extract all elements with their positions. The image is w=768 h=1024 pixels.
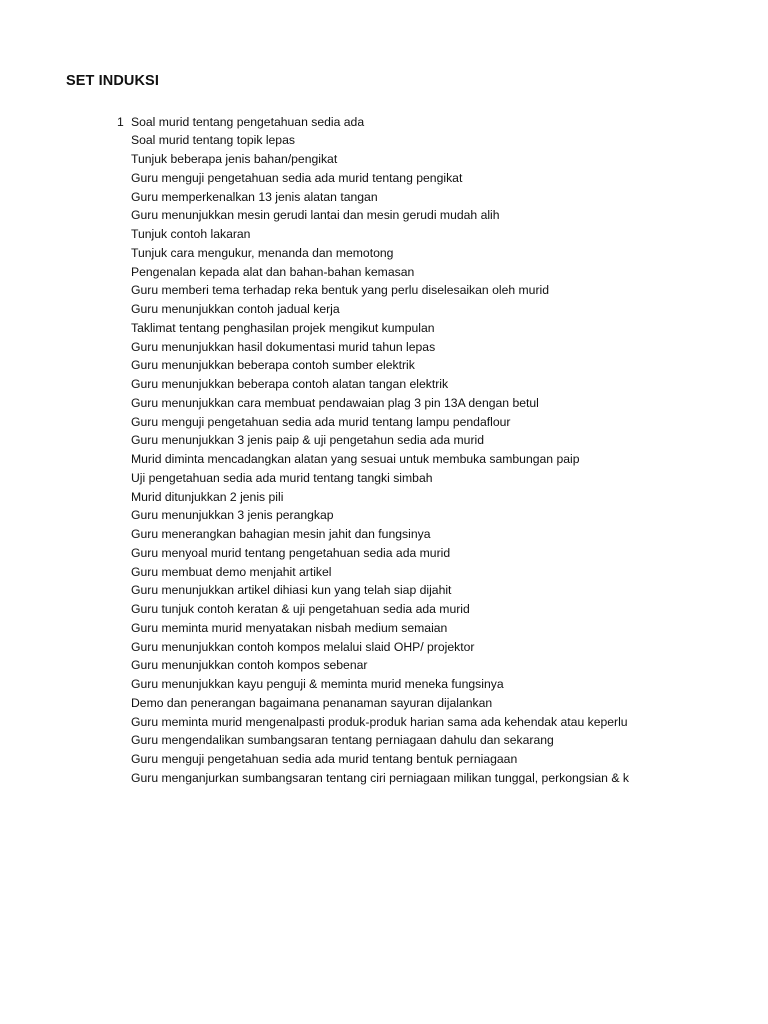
list-item-text: Guru menganjurkan sumbangsaran tentang ciri perniagaan milikan tunggal, perkongsian & k [131, 770, 629, 785]
list-item-text: Guru menunjukkan contoh kompos melalui slaid OHP/ projektor [131, 639, 475, 654]
list-item-text: Tunjuk contoh lakaran [131, 227, 251, 241]
list-item-text: Guru menunjukkan hasil dokumentasi murid tahun lepas [131, 339, 436, 354]
list-item-text: Guru mengendalikan sumbangsaran tentang perniagaan dahulu dan sekarang [131, 733, 554, 748]
list-item [117, 244, 647, 263]
list-item [117, 525, 647, 544]
list-item [117, 431, 647, 450]
list-item [117, 206, 647, 225]
list-item-text: Uji pengetahuan sedia ada murid tentang tangki simbah [131, 470, 433, 485]
list-item-text: Guru menyoal murid tentang pengetahuan sedia ada murid [131, 545, 451, 560]
list-item [117, 338, 647, 357]
list-item [117, 675, 647, 694]
list-item-text: Guru menunjukkan beberapa contoh alatan tangan elektrik [131, 377, 449, 391]
list-item-text: Guru meminta murid mengenalpasti produk-produk harian sama ada kehendak atau keperlu [131, 714, 628, 729]
list-item [117, 600, 647, 619]
list-item [117, 469, 647, 488]
list-item [117, 694, 647, 713]
list-item-text: Guru menunjukkan artikel dihiasi kun yang telah siap dijahit [131, 583, 452, 598]
list-item-text: Guru menunjukkan 3 jenis paip & uji pengetahun sedia ada murid [131, 433, 484, 448]
list-item [117, 169, 647, 188]
list-item [117, 300, 647, 319]
list-item [117, 113, 647, 132]
list-item [117, 188, 647, 207]
list-item-text: Guru menerangkan bahagian mesin jahit dan fungsinya [131, 527, 431, 541]
list-item [117, 544, 647, 563]
list-item-text: Guru memberi tema terhadap reka bentuk yang perlu diselesaikan oleh murid [131, 283, 549, 298]
list-item [117, 263, 647, 282]
list-item [117, 731, 647, 750]
list-item [117, 713, 647, 732]
list-item-text: Tunjuk beberapa jenis bahan/pengikat [131, 152, 338, 166]
list-item-text: Guru menunjukkan contoh jadual kerja [131, 302, 340, 316]
list-number: 1 [117, 114, 124, 129]
list-item-text: Guru menunjukkan cara membuat pendawaian plag 3 pin 13A dengan betul [131, 395, 539, 410]
list-item-text: Demo dan penerangan bagaimana penanaman sayuran dijalankan [131, 695, 493, 710]
list-item [117, 638, 647, 657]
list-item-text: Guru menunjukkan 3 jenis perangkap [131, 508, 334, 523]
list-item-text: Pengenalan kepada alat dan bahan-bahan kemasan [131, 264, 415, 279]
list-item [117, 488, 647, 507]
list-item [117, 750, 647, 769]
list-item-text: Guru menunjukkan beberapa contoh sumber elektrik [131, 358, 415, 373]
list-item [117, 769, 647, 788]
section-heading: SET INDUKSI [66, 73, 159, 89]
list-item [117, 506, 647, 525]
list-item [117, 356, 647, 375]
list-item [117, 319, 647, 338]
list-item [117, 656, 647, 675]
list-item-text: Guru menguji pengetahuan sedia ada murid tentang pengikat [131, 170, 463, 185]
list-item [117, 563, 647, 582]
list-item-text: Guru menunjukkan mesin gerudi lantai dan mesin gerudi mudah alih [131, 208, 500, 223]
list-item [117, 375, 647, 394]
list-item [117, 413, 647, 432]
list-item [117, 450, 647, 469]
list-item [117, 619, 647, 638]
list-item-text: Murid ditunjukkan 2 jenis pili [131, 489, 284, 504]
list-item [117, 281, 647, 300]
list-item-text: Guru menguji pengetahuan sedia ada murid tentang lampu pendaflour [131, 414, 511, 429]
list-item-text: Guru memperkenalkan 13 jenis alatan tangan [131, 189, 378, 204]
list-item-text: Guru tunjuk contoh keratan & uji pengetahuan sedia ada murid [131, 602, 470, 616]
list-item-text: Soal murid tentang topik lepas [131, 133, 295, 148]
list-item [117, 131, 647, 150]
list-item-text: Guru menunjukkan kayu penguji & meminta murid meneka fungsinya [131, 677, 504, 691]
list-item-text: Tunjuk cara mengukur, menanda dan memotong [131, 245, 394, 260]
activity-list [117, 113, 647, 788]
list-item-text: Murid diminta mencadangkan alatan yang sesuai untuk membuka sambungan paip [131, 452, 580, 466]
list-item-text: Soal murid tentang pengetahuan sedia ada [131, 114, 365, 129]
list-item [117, 225, 647, 244]
list-item [117, 581, 647, 600]
list-item-text: Guru menguji pengetahuan sedia ada murid tentang bentuk perniagaan [131, 752, 518, 766]
list-item-text: Guru meminta murid menyatakan nisbah medium semaian [131, 620, 448, 635]
list-item-text: Guru membuat demo menjahit artikel [131, 564, 332, 579]
list-item [117, 394, 647, 413]
list-item-text: Taklimat tentang penghasilan projek mengikut kumpulan [131, 320, 435, 335]
list-item [117, 150, 647, 169]
list-item-text: Guru menunjukkan contoh kompos sebenar [131, 658, 368, 673]
